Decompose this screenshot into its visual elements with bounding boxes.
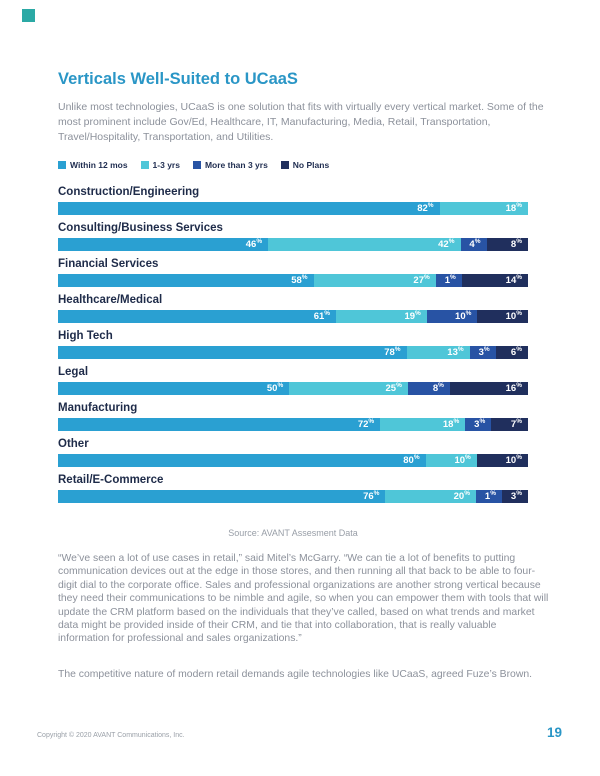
bar-segment <box>487 238 529 251</box>
stacked-bar <box>58 310 528 323</box>
category-label: Consulting/Business Services <box>58 222 223 234</box>
bar-segment <box>502 490 528 503</box>
bar-segment <box>58 310 336 323</box>
quote-paragraph: “We’ve seen a lot of use cases in retail,” said Mitel’s McGarry. “We can tie a lot of benefits to putting communication devices out at the edge in those stores, and then running all that back to be able to four-digit dial to the corporate office. Sales and professional organizations are another strong vertical because they need their communications to be nimble and agile, so when you can empower them with tools that will update the CRM platform based on the individuals that they’ve called, based on what trends and market data might be provided inside of their CRM, and tie that into collaboration, that is really valuable information for professional and sales organizations.” <box>58 553 549 645</box>
segment-value-label: 46% <box>245 237 263 250</box>
bar-segment <box>440 202 528 215</box>
corner-accent-square <box>22 9 35 22</box>
legend-item <box>193 160 268 170</box>
segment-value-label: 10% <box>454 453 471 466</box>
bar-segment <box>58 202 440 215</box>
legend-swatch <box>58 161 66 169</box>
stacked-bar <box>58 202 528 215</box>
intro-paragraph: Unlike most technologies, UCaaS is one solution that fits with virtually every vertical market. Some of the most prominent include Gov/Ed, Healthcare, IT, Manufacturing, Media, Retail, Transportation, Travel/Hospitality, Transportation, and Utilities. <box>58 101 544 144</box>
bar-segment <box>491 418 528 431</box>
legend-swatch <box>281 161 289 169</box>
bar-segment <box>58 490 385 503</box>
segment-value-label: 3% <box>510 489 522 502</box>
segment-value-label: 61% <box>313 309 331 322</box>
segment-value-label: 18% <box>442 417 460 430</box>
legend-label: 1-3 yrs <box>152 160 180 170</box>
bar-segment <box>407 346 470 359</box>
page-title: Verticals Well-Suited to UCaaS <box>58 70 298 88</box>
segment-value-label: 50% <box>266 381 284 394</box>
segment-value-label: 25% <box>385 381 402 394</box>
bar-segment <box>476 490 502 503</box>
segment-value-label: 13% <box>447 345 464 358</box>
bar-segment <box>408 382 450 395</box>
bar-segment <box>289 382 408 395</box>
segment-value-label: 1% <box>484 489 496 502</box>
stacked-bar <box>58 454 528 467</box>
legend-item <box>281 160 329 170</box>
segment-value-label: 10% <box>505 309 522 322</box>
chart-row <box>58 474 528 503</box>
segment-value-label: 10% <box>455 309 472 322</box>
segment-value-label: 82% <box>417 201 434 214</box>
bar-segment <box>470 346 496 359</box>
chart-legend <box>58 160 329 170</box>
stacked-bar <box>58 382 528 395</box>
bar-segment <box>268 238 460 251</box>
category-label: Other <box>58 438 89 450</box>
stacked-bar <box>58 274 528 287</box>
footer-page-number: 19 <box>546 725 562 740</box>
segment-value-label: 76% <box>363 489 380 502</box>
stacked-bar-chart <box>58 186 528 510</box>
stacked-bar <box>58 418 528 431</box>
legend-item <box>58 160 128 170</box>
bar-segment <box>58 238 268 251</box>
bar-segment <box>465 418 491 431</box>
chart-row <box>58 402 528 431</box>
segment-value-label: 10% <box>505 453 522 466</box>
category-label: High Tech <box>58 330 113 342</box>
bar-segment <box>380 418 465 431</box>
legend-swatch <box>193 161 201 169</box>
segment-value-label: 27% <box>413 273 430 286</box>
bar-segment <box>336 310 427 323</box>
stacked-bar <box>58 238 528 251</box>
chart-row <box>58 294 528 323</box>
category-label: Financial Services <box>58 258 159 270</box>
bar-segment <box>426 454 477 467</box>
footer-copyright: Copyright © 2020 AVANT Communications, Inc. <box>37 732 185 739</box>
bar-segment <box>58 346 407 359</box>
closing-paragraph: The competitive nature of modern retail demands agile technologies like UCaaS, agreed Fuze’s Brown. <box>58 669 532 680</box>
category-label: Healthcare/Medical <box>58 294 163 306</box>
segment-value-label: 3% <box>474 417 486 430</box>
bar-segment <box>314 274 436 287</box>
source-note: Source: AVANT Assesment Data <box>228 528 358 538</box>
bar-segment <box>58 454 426 467</box>
category-label: Manufacturing <box>58 402 138 414</box>
segment-value-label: 3% <box>478 345 490 358</box>
bar-segment <box>496 346 528 359</box>
bar-segment <box>461 238 487 251</box>
chart-row <box>58 186 528 215</box>
segment-value-label: 1% <box>444 273 456 286</box>
segment-value-label: 14% <box>505 273 523 286</box>
legend-item <box>141 160 180 170</box>
segment-value-label: 6% <box>510 345 522 358</box>
legend-label: Within 12 mos <box>70 160 128 170</box>
segment-value-label: 18% <box>505 201 522 214</box>
category-label: Construction/Engineering <box>58 186 200 198</box>
bar-segment <box>385 490 476 503</box>
segment-value-label: 7% <box>510 417 522 430</box>
chart-row <box>58 330 528 359</box>
segment-value-label: 4% <box>469 237 481 250</box>
legend-swatch <box>141 161 149 169</box>
segment-value-label: 78% <box>384 345 401 358</box>
bar-segment <box>58 382 289 395</box>
bar-segment <box>58 418 380 431</box>
category-label: Retail/E-Commerce <box>58 474 164 486</box>
segment-value-label: 8% <box>510 237 522 250</box>
segment-value-label: 42% <box>438 237 455 250</box>
segment-value-label: 58% <box>291 273 308 286</box>
segment-value-label: 16% <box>505 381 522 394</box>
bar-segment <box>462 274 528 287</box>
bar-segment <box>450 382 528 395</box>
legend-label: No Plans <box>292 160 330 170</box>
legend-label: More than 3 yrs <box>204 160 268 170</box>
bar-segment <box>477 454 528 467</box>
bar-segment <box>427 310 478 323</box>
segment-value-label: 19% <box>404 309 421 322</box>
chart-row <box>58 438 528 467</box>
chart-row <box>58 258 528 287</box>
stacked-bar <box>58 346 528 359</box>
bar-segment <box>477 310 528 323</box>
segment-value-label: 20% <box>453 489 470 502</box>
segment-value-label: 8% <box>432 381 444 394</box>
chart-row <box>58 366 528 395</box>
bar-segment <box>58 274 314 287</box>
category-label: Legal <box>58 366 89 378</box>
stacked-bar <box>58 490 528 503</box>
segment-value-label: 72% <box>357 417 375 430</box>
segment-value-label: 80% <box>403 453 420 466</box>
bar-segment <box>436 274 462 287</box>
chart-row <box>58 222 528 251</box>
